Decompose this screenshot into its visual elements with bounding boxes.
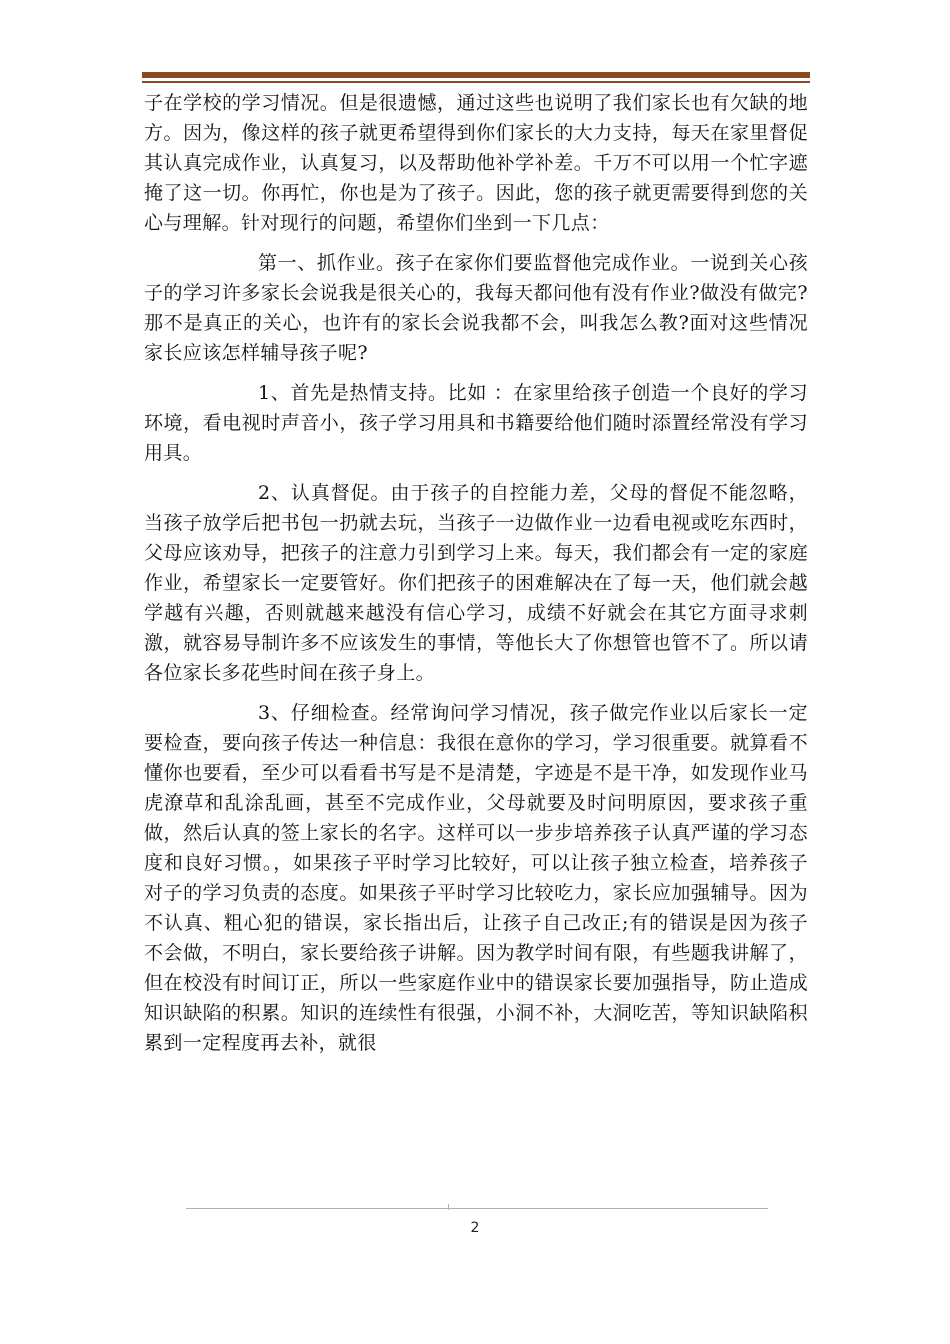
- document-body: [144, 88, 808, 1058]
- paragraph: 2、认真督促。由于孩子的自控能力差，父母的督促不能忽略，当孩子放学后把书包一扔就去玩，当孩子一边做作业一边看电视或吃东西时，父母应该劝导，把孩子的注意力引到学习上来。每天，我们都会有一定的家庭作业，希望家长一定要管好。你们把孩子的困难解决在了每一天，他们就会越学越有兴趣，否则就越来越没有信心学习，成绩不好就会在其它方面寻求刺激，就容易导制许多不应该发生的事情，等他长大了你想管也管不了。所以请各位家长多花些时间在孩子身上。: [144, 482, 808, 684]
- page-number: 2: [470, 1220, 480, 1236]
- footer-rule: [186, 1208, 768, 1209]
- header-rule-thick: [142, 72, 810, 78]
- paragraph: 第一、抓作业。孩子在家你们要监督他完成作业。一说到关心孩子的学习许多家长会说我是很关心的，我每天都问他有没有作业?做没有做完?那不是真正的关心，也许有的家长会说我都不会，叫我怎么教?面对这些情况家长应该怎样辅导孩子呢?: [144, 252, 808, 364]
- paragraph: 子在学校的学习情况。但是很遗憾，通过这些也说明了我们家长也有欠缺的地方。因为，像这样的孩子就更希望得到你们家长的大力支持，每天在家里督促其认真完成作业，认真复习，以及帮助他补学补差。千万不可以用一个忙字遮掩了这一切。你再忙，你也是为了孩子。因此，您的孩子就更需要得到您的关心与理解。针对现行的问题，希望你们坐到一下几点：: [144, 92, 808, 234]
- paragraph: 1、首先是热情支持。比如 ：在家里给孩子创造一个良好的学习环境，看电视时声音小，孩子学习用具和书籍要给他们随时添置经常没有学习用具。: [144, 382, 808, 464]
- footer-rule-tick: [448, 1204, 449, 1210]
- header-rule-thin: [142, 81, 810, 83]
- header-rule: [142, 72, 810, 83]
- paragraph: 3、仔细检查。经常询问学习情况，孩子做完作业以后家长一定要检查，要向孩子传达一种信息：我很在意你的学习，学习很重要。就算看不懂你也要看，至少可以看看书写是不是清楚，字迹是不是干净，如发现作业马虎潦草和乱涂乱画，甚至不完成作业，父母就要及时问明原因，要求孩子重做，然后认真的签上家长的名字。这样可以一步步培养孩子认真严谨的学习态度和良好习惯。，如果孩子平时学习比较好，可以让孩子独立检查，培养孩子对子的学习负责的态度。如果孩子平时学习比较吃力，家长应加强辅导。因为不认真、粗心犯的错误，家长指出后，让孩子自己改正;有的错误是因为孩子不会做，不明白，家长要给孩子讲解。因为教学时间有限，有些题我讲解了，但在校没有时间订正，所以一些家庭作业中的错误家长要加强指导，防止造成知识缺陷的积累。知识的连续性有很强，小洞不补，大洞吃苦，等知识缺陷积累到一定程度再去补，就很: [144, 702, 808, 1054]
